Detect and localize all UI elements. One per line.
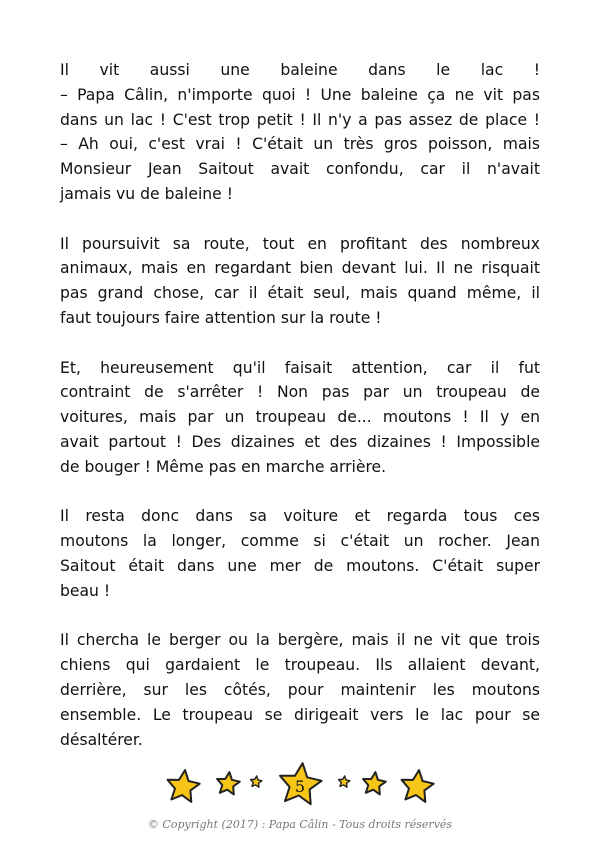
text-line: animaux, mais en regardant bien devant lui. Il ne risquait [60,259,540,278]
text-line: contraint de s'arrêter ! Non pas par un troupeau de [60,383,540,402]
text-line: derrière, sur les côtés, pour maintenir les moutons [60,680,540,699]
text-line: beau ! [60,581,111,600]
star-icon-left-large [168,770,200,802]
page-number: 5 [294,777,306,796]
text-line: avait partout ! Des dizaines et des dizaines ! Impossible [60,432,540,451]
text-line: Et, heureusement qu'il faisait attention, car il fut [60,358,540,377]
star-icon-right-medium [363,772,386,794]
text-line: Il poursuivit sa route, tout en profitant des nombreux [60,234,540,253]
star-icon-right-large [402,770,434,802]
text-line: moutons la longer, comme si c'était un rocher. Jean [60,532,540,551]
text-line: – Ah oui, c'est vrai ! C'était un très gros poisson, mais [60,135,540,154]
star-icon-left-small [251,776,262,787]
paragraph [60,232,540,331]
paragraph [60,628,540,752]
text-line: désaltérer. [60,730,143,749]
text-line: Il resta donc dans sa voiture et regarda tous ces [60,507,540,526]
copyright-notice: © Copyright (2017) : Papa Câlin - Tous droits réservés [147,818,453,831]
text-line: dans un lac ! C'est trop petit ! Il n'y a pas assez de place ! [60,110,540,129]
star-icon-right-small [339,776,350,787]
text-line: de bouger ! Même pas en marche arrière. [60,457,387,476]
paragraph-gap [60,331,540,356]
text-line: jamais vu de baleine ! [60,184,233,203]
text-line: voitures, mais par un troupeau de... moutons ! Il y en [60,408,540,427]
text-line: ensemble. Le troupeau se dirigeait vers le lac pour se [60,705,540,724]
paragraph [60,356,540,480]
text-line: faut toujours faire attention sur la route ! [60,308,382,327]
text-line: Il chercha le berger ou la bergère, mais il ne vit que trois [60,631,540,650]
paragraph-gap [60,207,540,232]
star-icon-left-medium [217,772,240,794]
text-line: Il vit aussi une baleine dans le lac ! [60,61,540,79]
text-line: chiens qui gardaient le troupeau. Ils allaient devant, [60,656,540,675]
page-number-ornament [0,762,600,808]
paragraph-gap [60,604,540,629]
stars-decoration [0,762,600,808]
story-text [60,58,540,752]
text-line: – Papa Câlin, n'importe quoi ! Une baleine ça ne vit pas [60,85,540,104]
paragraph-gap [60,480,540,505]
text-line: Monsieur Jean Saitout avait confondu, car il n'avait [60,160,540,179]
paragraph [60,504,540,603]
text-line: pas grand chose, car il était seul, mais quand même, il [60,284,540,303]
text-line: Saitout était dans une mer de moutons. C'était super [60,556,540,575]
paragraph [60,58,540,207]
